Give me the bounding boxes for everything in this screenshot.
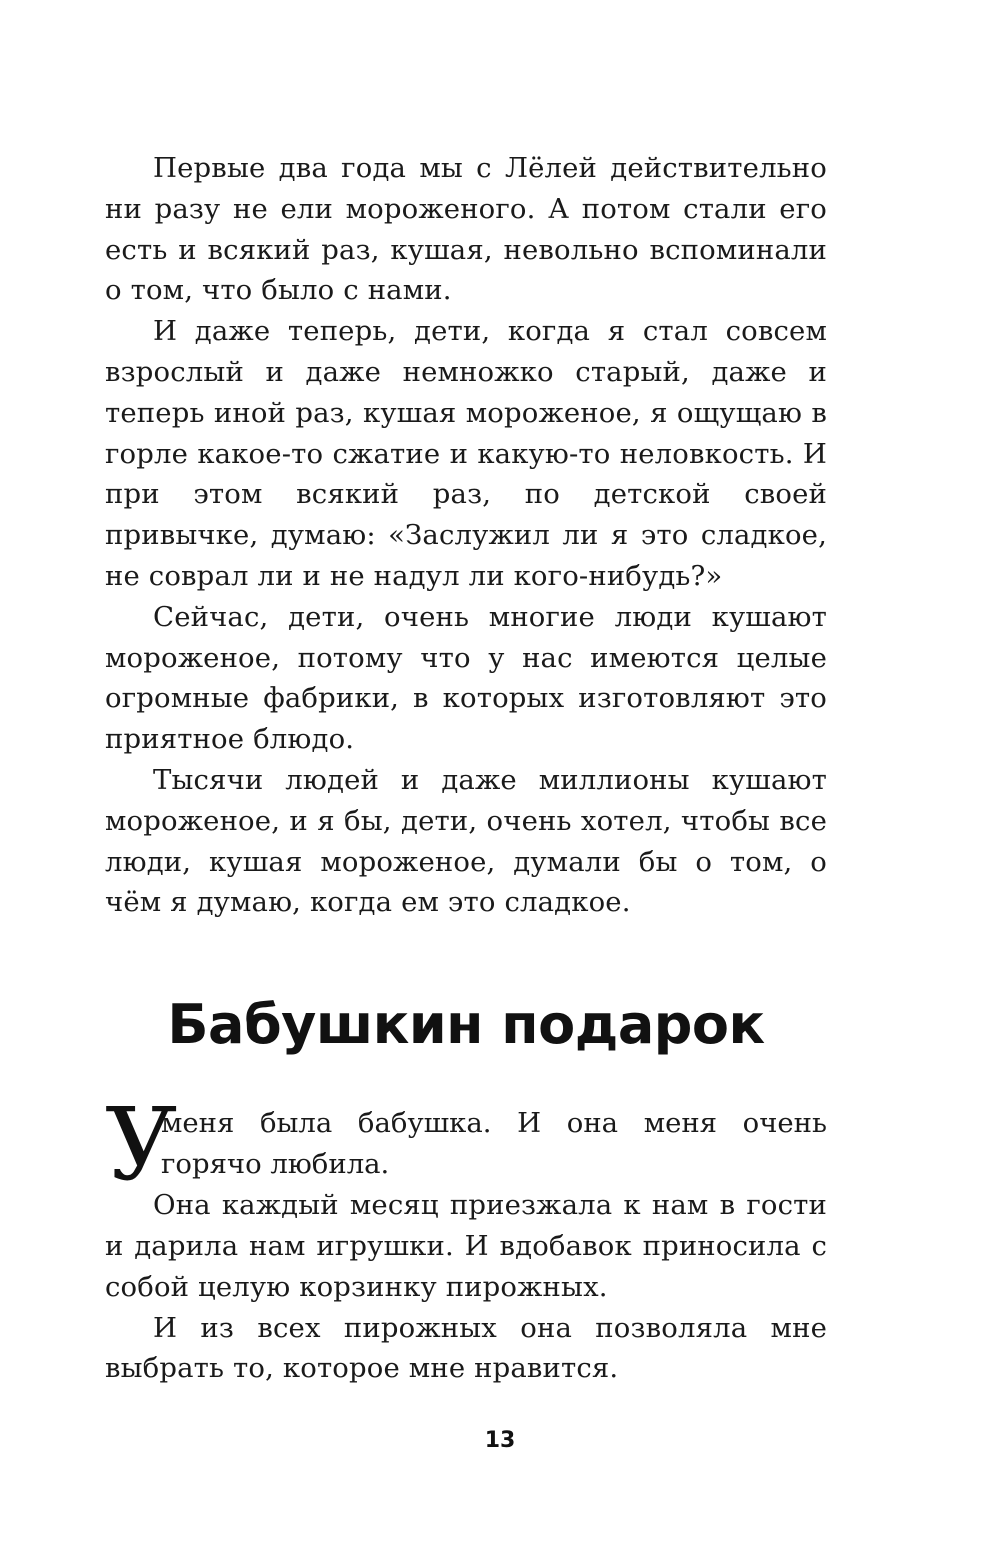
chapter-title: Бабушкин подарок	[167, 993, 765, 1057]
paragraph-5: Она каждый месяц приезжала к нам в гости и дарила нам игрушки. И вдобавок приносила с собой целую корзинку пирожных.	[105, 1189, 827, 1303]
dropcap-letter: У	[105, 1086, 178, 1204]
page-number: 13	[484, 1428, 516, 1453]
paragraph-1: Первые два года мы с Лёлей действительно ни разу не ели мороженого. А потом стали его есть и всякий раз, кушая, невольно вспоминали о том, что было с нами.	[105, 152, 827, 307]
dropcap-paragraph-text: меня была бабушка. И она меня очень горячо любила.	[161, 1107, 827, 1180]
paragraph-3: Сейчас, дети, очень многие люди кушают мороженое, потому что у нас имеются целые огромные фабрики, в которых изготовляют это приятное блюдо.	[105, 600, 827, 756]
paragraph-6: И из всех пирожных она позволяла мне выбрать то, которое мне нравится.	[105, 1311, 827, 1385]
page-content	[105, 148, 827, 1389]
paragraph-2: И даже теперь, дети, когда я стал совсем взрослый и даже немножко старый, даже и теперь иной раз, кушая мороженое, я ощущаю в горле какое-то сжатие и какую-то неловкость. И при этом всякий раз, по детской своей привычке, думаю: «Заслужил ли я это сладкое, не соврал ли и не надул ли кого-нибудь?»	[105, 315, 827, 592]
dropcap-paragraph	[105, 1086, 827, 1204]
paragraph-4: Тысячи людей и даже миллионы кушают мороженое, и я бы, дети, очень хотел, чтобы все люди, кушая мороженое, думали бы о том, о чём я думаю, когда ем это сладкое.	[105, 763, 827, 919]
